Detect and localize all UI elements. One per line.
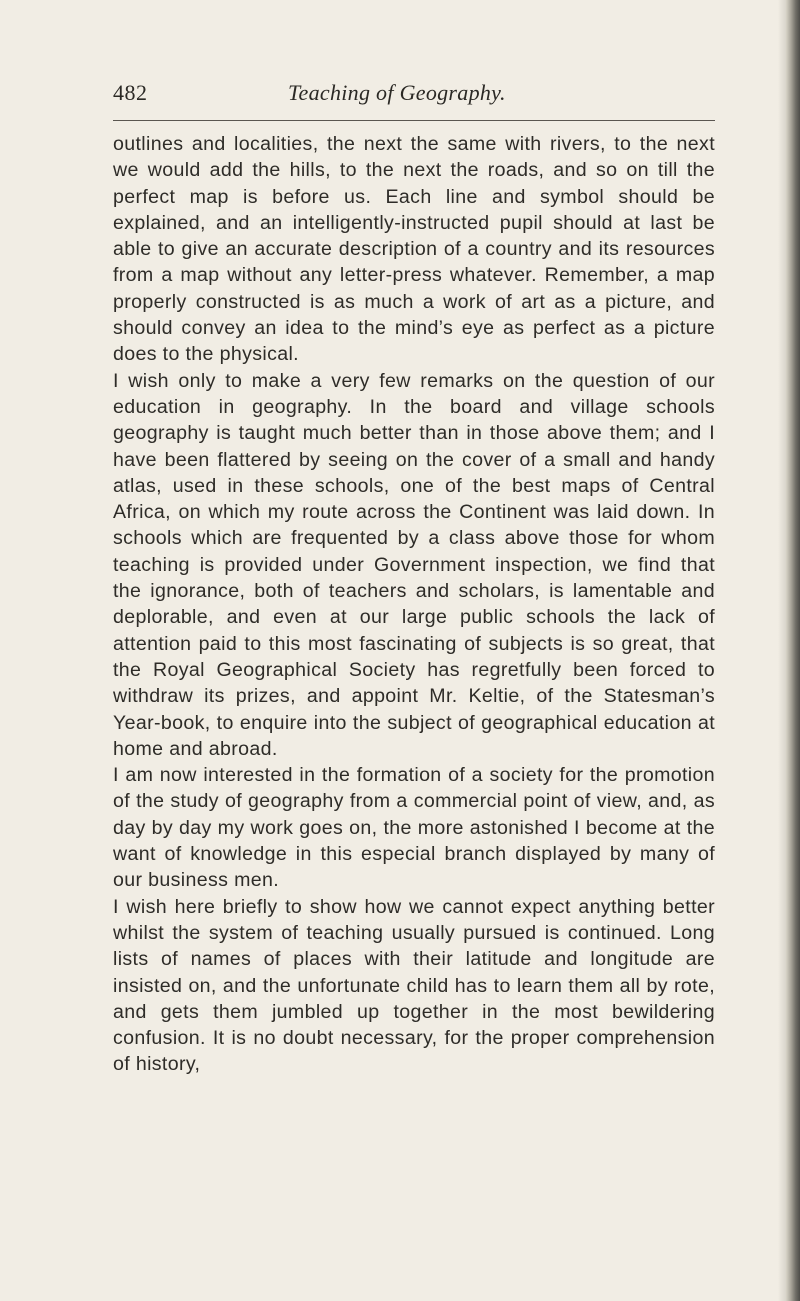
body-text — [113, 131, 715, 1078]
running-head — [113, 80, 715, 112]
paragraph-1: outlines and localities, the next the same with rivers, to the next we would add the hills, to the next the roads, and so on till the perfect map is before us. Each line and symbol should be explained, and an intelligently-instructed pupil should at last be able to give an accurate description of a country and its resources from a map without any letter-press whatever. Remember, a map properly constructed is as much a work of art as a picture, and should convey an idea to the mind’s eye as perfect as a picture does to the physical. — [113, 133, 715, 366]
paragraph-4: I wish here briefly to show how we cannot expect anything better whilst the system of teaching usually pursued is continued. Long lists of names of places with their latitude and longitude are insisted on, and the unfortunate child has to learn them all by rote, and gets them jumbled up together in the most bewildering confusion. It is no doubt necessary, for the proper comprehension of history, — [113, 895, 715, 1076]
running-title: Teaching of Geography. — [288, 80, 506, 105]
page-edge — [786, 0, 800, 1301]
paragraph-3: I am now interested in the formation of a society for the promotion of the study of geography from a commercial point of view, and, as day by day my work goes on, the more astonished I become at the want of knowledge in this especial branch displayed by many of our business men. — [113, 764, 715, 892]
header-rule — [113, 120, 715, 121]
paragraph-2: I wish only to make a very few remarks on the question of our education in geography. In the board and village schools geography is taught much better than in those above them; and I have been flattered by seeing on the cover of a small and handy atlas, used in these schools, one of the best maps of Central Africa, on which my route across the Continent was laid down. In schools which are frequented by a class above those for whom teaching is provided under Government inspection, we find that the ignorance, both of teachers and scholars, is lamentable and deplorable, and even at our large public schools the lack of attention paid to this most fascinating of subjects is so great, that the Royal Geographical Society has regretfully been forced to withdraw its prizes, and appoint Mr. Keltie, of the Statesman’s Year-book, to enquire into the subject of geographical education at home and abroad. — [113, 369, 715, 760]
page-gutter-shadow — [778, 0, 786, 1301]
page-number: 482 — [113, 80, 148, 105]
